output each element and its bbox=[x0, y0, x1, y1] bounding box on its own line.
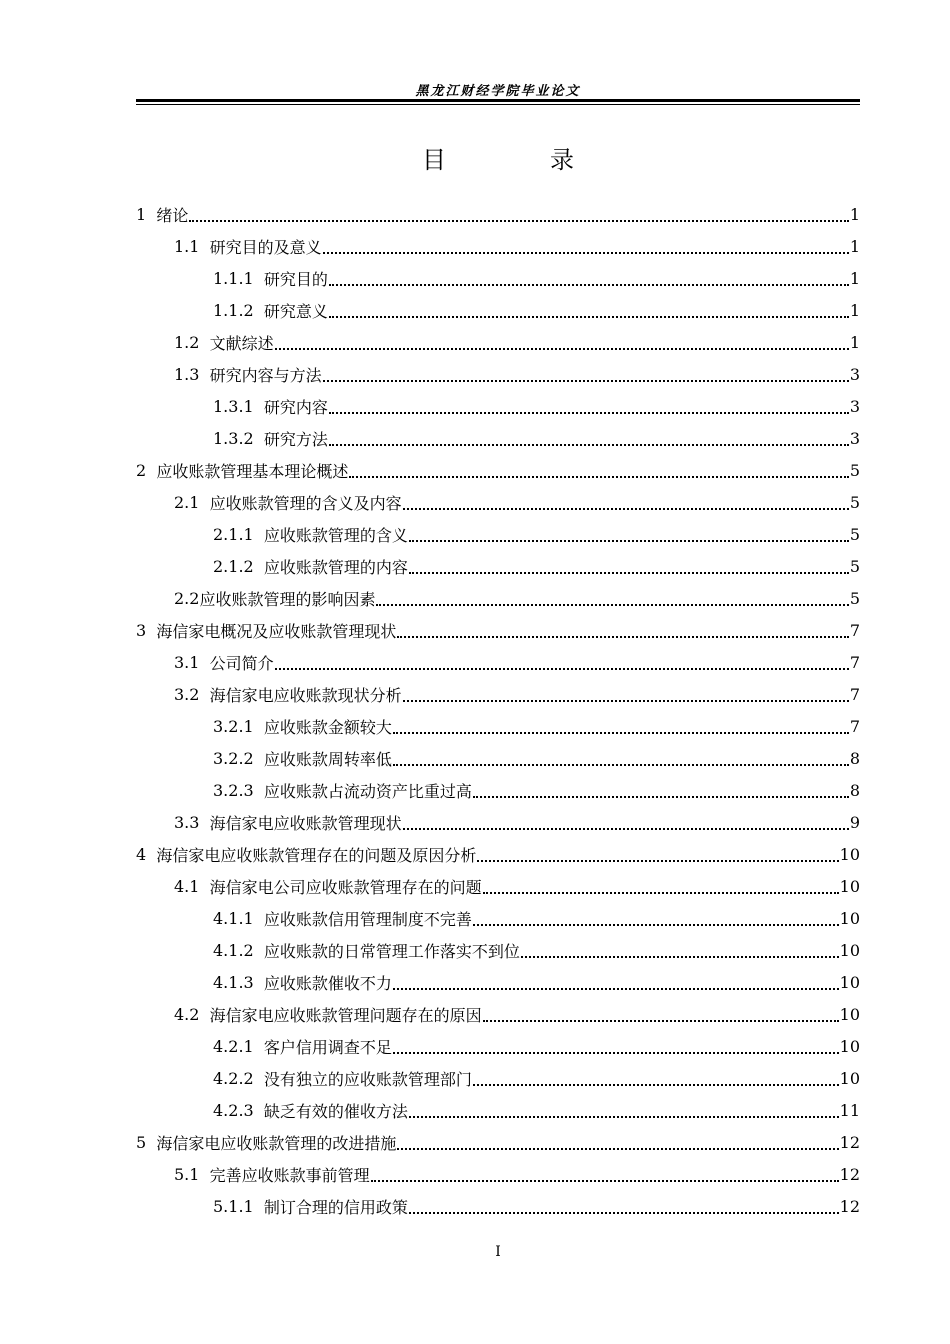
toc-dot-leader bbox=[189, 202, 848, 222]
toc-dot-leader bbox=[323, 234, 849, 254]
toc-entry-page: 1 bbox=[849, 332, 860, 352]
toc-entry-title: 绪论 bbox=[156, 205, 189, 225]
toc-entry-number: 2.1.1 bbox=[213, 524, 254, 544]
toc-entry-title: 海信家电概况及应收账款管理现状 bbox=[156, 621, 397, 641]
toc-entry[interactable] bbox=[136, 486, 860, 518]
toc-entry-number: 5.1 bbox=[174, 1164, 200, 1184]
toc-entry-number: 1.3.1 bbox=[213, 396, 254, 416]
toc-entry-page: 7 bbox=[849, 620, 860, 640]
toc-entry-number: 5 bbox=[136, 1132, 147, 1152]
toc-entry[interactable] bbox=[136, 262, 860, 294]
toc-entry[interactable] bbox=[136, 870, 860, 902]
toc-entry-number: 4.2.1 bbox=[213, 1036, 254, 1056]
toc-entry-number: 3.3 bbox=[174, 812, 200, 832]
toc-dot-leader bbox=[329, 394, 849, 414]
toc-entry-number: 3.2.2 bbox=[213, 748, 254, 768]
toc-entry-title: 缺乏有效的催收方法 bbox=[263, 1101, 408, 1121]
toc-entry-title: 海信家电公司应收账款管理存在的问题 bbox=[209, 877, 482, 897]
toc-dot-leader bbox=[409, 1194, 839, 1214]
toc-entry-number: 1.1.2 bbox=[213, 300, 254, 320]
toc-entry-title: 制订合理的信用政策 bbox=[263, 1197, 408, 1217]
toc-entry-title: 研究内容与方法 bbox=[209, 365, 322, 385]
toc-entry-title: 应收账款管理基本理论概述 bbox=[156, 461, 349, 481]
toc-dot-leader bbox=[275, 650, 849, 670]
toc-entry-page: 3 bbox=[849, 396, 860, 416]
toc-entry-page: 10 bbox=[839, 876, 860, 896]
toc-entry-page: 3 bbox=[849, 428, 860, 448]
toc-entry-number: 4.1 bbox=[174, 876, 200, 896]
toc-entry[interactable] bbox=[136, 326, 860, 358]
toc-entry-page: 8 bbox=[849, 748, 860, 768]
toc-dot-leader bbox=[397, 618, 848, 638]
toc-entry-title: 海信家电应收账款管理现状 bbox=[209, 813, 402, 833]
toc-entry[interactable] bbox=[136, 1190, 860, 1222]
toc-entry[interactable] bbox=[136, 678, 860, 710]
toc-entry-title: 文献综述 bbox=[209, 333, 274, 353]
toc-dot-leader bbox=[409, 1098, 839, 1118]
header-rule-thin bbox=[136, 104, 860, 105]
toc-entry[interactable] bbox=[136, 710, 860, 742]
toc-entry-page: 3 bbox=[849, 364, 860, 384]
toc-entry-title: 研究目的 bbox=[263, 269, 328, 289]
toc-entry-number: 1 bbox=[136, 204, 147, 224]
toc-entry-page: 12 bbox=[839, 1132, 860, 1152]
toc-dot-leader bbox=[275, 330, 849, 350]
toc-dot-leader bbox=[483, 1002, 839, 1022]
toc-entry[interactable] bbox=[136, 1094, 860, 1126]
toc-entry-title: 应收账款的日常管理工作落实不到位 bbox=[263, 941, 520, 961]
toc-dot-leader bbox=[393, 970, 839, 990]
toc-dot-leader bbox=[323, 362, 849, 382]
toc-entry-number: 3.1 bbox=[174, 652, 200, 672]
toc-dot-leader bbox=[371, 1162, 839, 1182]
toc-entry[interactable] bbox=[136, 390, 860, 422]
toc-entry[interactable] bbox=[136, 774, 860, 806]
toc-entry-number: 1.3 bbox=[174, 364, 200, 384]
toc-entry[interactable] bbox=[136, 582, 860, 614]
toc-entry-page: 5 bbox=[849, 492, 860, 512]
header-rule-thick bbox=[136, 99, 860, 102]
toc-entry-page: 7 bbox=[849, 716, 860, 736]
toc-entry-number: 2.1 bbox=[174, 492, 200, 512]
toc-entry[interactable] bbox=[136, 806, 860, 838]
toc-entry-title: 应收账款管理的影响因素 bbox=[199, 589, 376, 609]
toc-dot-leader bbox=[473, 1066, 839, 1086]
toc-entry-page: 10 bbox=[839, 940, 860, 960]
toc-dot-leader bbox=[477, 842, 838, 862]
toc-entry-page: 1 bbox=[849, 204, 860, 224]
toc-dot-leader bbox=[409, 554, 849, 574]
toc-entry-page: 10 bbox=[839, 844, 860, 864]
toc-dot-leader bbox=[349, 458, 848, 478]
toc-entry[interactable] bbox=[136, 646, 860, 678]
toc-entry[interactable] bbox=[136, 966, 860, 998]
toc-entry-number: 4.1.2 bbox=[213, 940, 254, 960]
toc-entry-title: 应收账款周转率低 bbox=[263, 749, 392, 769]
toc-entry-number: 2 bbox=[136, 460, 147, 480]
toc-entry-title: 客户信用调查不足 bbox=[263, 1037, 392, 1057]
toc-dot-leader bbox=[409, 522, 849, 542]
toc-entry[interactable] bbox=[136, 294, 860, 326]
toc-entry-title: 研究方法 bbox=[263, 429, 328, 449]
toc-entry-number: 3.2.3 bbox=[213, 780, 254, 800]
toc-entry-number: 1.2 bbox=[174, 332, 200, 352]
toc-entry-title: 应收账款信用管理制度不完善 bbox=[263, 909, 472, 929]
toc-entry-number: 5.1.1 bbox=[213, 1196, 254, 1216]
toc-entry[interactable] bbox=[136, 358, 860, 390]
toc-entry[interactable] bbox=[136, 902, 860, 934]
toc-entry[interactable] bbox=[136, 198, 860, 230]
toc-entry-number: 4 bbox=[136, 844, 147, 864]
toc-entry-number: 1.1.1 bbox=[213, 268, 254, 288]
toc-entry[interactable] bbox=[136, 742, 860, 774]
toc-entry-page: 10 bbox=[839, 1036, 860, 1056]
toc-entry-title: 没有独立的应收账款管理部门 bbox=[263, 1069, 472, 1089]
toc-entry-number: 4.1.1 bbox=[213, 908, 254, 928]
toc-entry-number: 4.1.3 bbox=[213, 972, 254, 992]
toc-entry-page: 5 bbox=[849, 524, 860, 544]
toc-entry-page: 12 bbox=[839, 1164, 860, 1184]
toc-dot-leader bbox=[329, 298, 849, 318]
toc-entry[interactable] bbox=[136, 1062, 860, 1094]
toc-entry-title: 应收账款金额较大 bbox=[263, 717, 392, 737]
toc-entry[interactable] bbox=[136, 934, 860, 966]
toc-dot-leader bbox=[473, 906, 839, 926]
toc-entry-page: 8 bbox=[849, 780, 860, 800]
toc-entry-page: 10 bbox=[839, 908, 860, 928]
toc-entry[interactable] bbox=[136, 1158, 860, 1190]
toc-entry-page: 12 bbox=[839, 1196, 860, 1216]
toc-entry[interactable] bbox=[136, 230, 860, 262]
toc-entry[interactable] bbox=[136, 1126, 860, 1158]
toc-entry[interactable] bbox=[136, 838, 860, 870]
toc-entry-page: 5 bbox=[849, 588, 860, 608]
toc-entry-page: 7 bbox=[849, 684, 860, 704]
toc-dot-leader bbox=[397, 1130, 838, 1150]
toc-dot-leader bbox=[393, 1034, 839, 1054]
toc-entry-title: 应收账款管理的含义 bbox=[263, 525, 408, 545]
toc-dot-leader bbox=[403, 490, 849, 510]
toc-entry[interactable] bbox=[136, 1030, 860, 1062]
toc-entry-number: 4.2.2 bbox=[213, 1068, 254, 1088]
toc-dot-leader bbox=[483, 874, 839, 894]
toc-entry-number: 3 bbox=[136, 620, 147, 640]
toc-entry-title: 研究意义 bbox=[263, 301, 328, 321]
toc-entry-number: 2.2 bbox=[174, 588, 200, 608]
toc-entry-page: 1 bbox=[849, 236, 860, 256]
toc-entry-title: 完善应收账款事前管理 bbox=[209, 1165, 370, 1185]
toc-dot-leader bbox=[376, 586, 848, 606]
toc-dot-leader bbox=[403, 810, 849, 830]
page-number: I bbox=[495, 1244, 501, 1260]
toc-entry-number: 2.1.2 bbox=[213, 556, 254, 576]
toc-dot-leader bbox=[393, 714, 849, 734]
toc-entry[interactable] bbox=[136, 550, 860, 582]
toc-entry[interactable] bbox=[136, 518, 860, 550]
toc-entry-number: 1.1 bbox=[174, 236, 200, 256]
toc-dot-leader bbox=[393, 746, 849, 766]
toc-entry-page: 9 bbox=[849, 812, 860, 832]
toc-entry-title: 研究内容 bbox=[263, 397, 328, 417]
toc-entry-title: 应收账款管理的含义及内容 bbox=[209, 493, 402, 513]
toc-entry-title: 应收账款催收不力 bbox=[263, 973, 392, 993]
toc-entry-page: 10 bbox=[839, 1068, 860, 1088]
toc-entry-number: 3.2.1 bbox=[213, 716, 254, 736]
toc-entry[interactable] bbox=[136, 454, 860, 486]
toc-entry-page: 11 bbox=[839, 1100, 860, 1120]
toc-entry-number: 3.2 bbox=[174, 684, 200, 704]
toc-entry-title: 应收账款管理的内容 bbox=[263, 557, 408, 577]
toc-entry-number: 4.2.3 bbox=[213, 1100, 254, 1120]
toc-entry-title: 海信家电应收账款管理的改进措施 bbox=[156, 1133, 397, 1153]
toc-entry-title: 海信家电应收账款管理问题存在的原因 bbox=[209, 1005, 482, 1025]
toc-entry-page: 5 bbox=[849, 556, 860, 576]
table-of-contents bbox=[136, 198, 860, 1222]
toc-dot-leader bbox=[329, 266, 849, 286]
toc-dot-leader bbox=[329, 426, 849, 446]
toc-entry-page: 1 bbox=[849, 300, 860, 320]
page-header: 黑龙江财经学院毕业论文 bbox=[415, 84, 581, 99]
toc-entry-title: 研究目的及意义 bbox=[209, 237, 322, 257]
toc-dot-leader bbox=[521, 938, 839, 958]
toc-entry[interactable] bbox=[136, 998, 860, 1030]
toc-entry[interactable] bbox=[136, 614, 860, 646]
toc-entry-title: 应收账款占流动资产比重过高 bbox=[263, 781, 472, 801]
toc-entry[interactable] bbox=[136, 422, 860, 454]
toc-entry-title: 公司简介 bbox=[209, 653, 274, 673]
toc-entry-page: 5 bbox=[849, 460, 860, 480]
toc-entry-number: 1.3.2 bbox=[213, 428, 254, 448]
toc-entry-page: 10 bbox=[839, 1004, 860, 1024]
toc-dot-leader bbox=[473, 778, 849, 798]
toc-title: 目 录 bbox=[422, 146, 614, 174]
toc-entry-page: 7 bbox=[849, 652, 860, 672]
toc-entry-title: 海信家电应收账款现状分析 bbox=[209, 685, 402, 705]
toc-entry-title: 海信家电应收账款管理存在的问题及原因分析 bbox=[156, 845, 477, 865]
toc-entry-number: 4.2 bbox=[174, 1004, 200, 1024]
toc-entry-page: 10 bbox=[839, 972, 860, 992]
toc-dot-leader bbox=[403, 682, 849, 702]
toc-entry-page: 1 bbox=[849, 268, 860, 288]
